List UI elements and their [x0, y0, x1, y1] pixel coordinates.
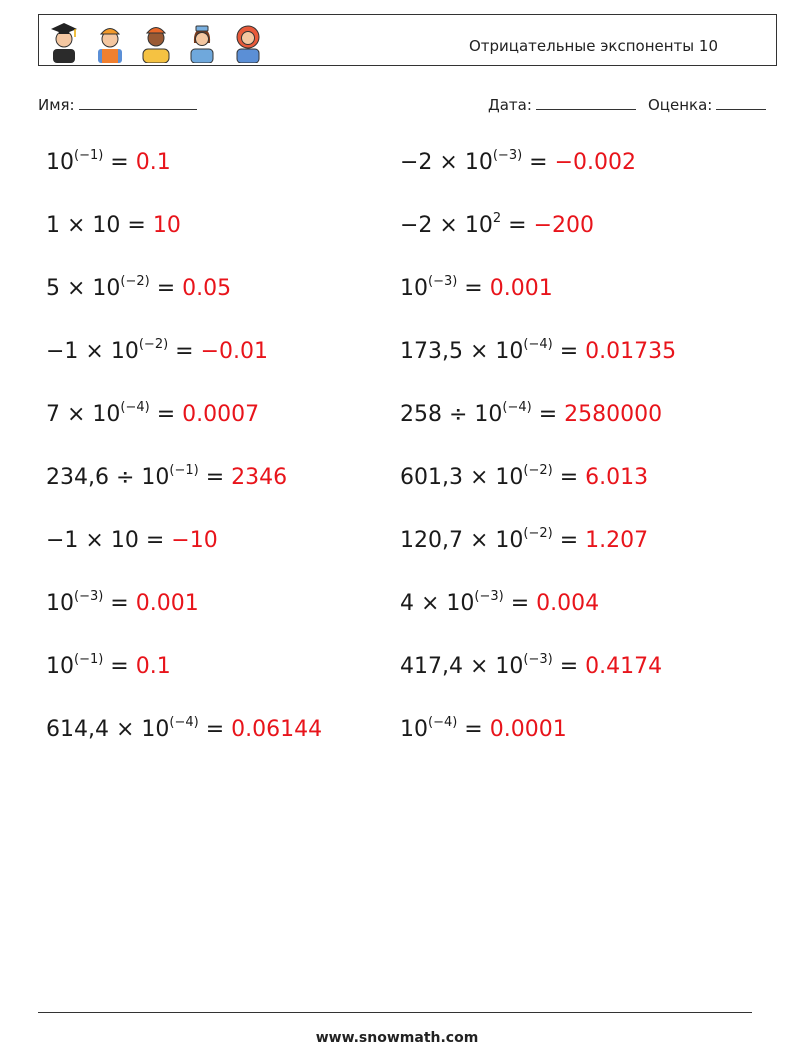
problem-expression: 10 — [46, 591, 74, 616]
problem-answer: 10 — [152, 213, 181, 238]
problem-answer: −0.01 — [200, 339, 269, 364]
problem-exponent: (−2) — [138, 337, 169, 352]
equals-sign: = — [457, 717, 490, 742]
problem-item — [46, 335, 400, 398]
problem-exponent: (−2) — [523, 526, 553, 541]
problem-item — [400, 713, 754, 776]
equals-sign: = — [168, 339, 201, 364]
problem-answer: 2346 — [231, 465, 288, 490]
problem-item — [46, 713, 400, 776]
problem-item — [46, 209, 400, 272]
problem-exponent: (−3) — [428, 274, 458, 289]
problem-expression: 258 ÷ 10 — [400, 402, 503, 427]
graduate-avatar-icon — [47, 19, 81, 63]
equals-sign: = — [552, 339, 586, 364]
problem-expression: 4 × 10 — [400, 591, 475, 616]
footer-site: www.snowmath.com — [315, 1030, 479, 1046]
equals-sign: = — [552, 654, 586, 679]
problem-answer: 2580000 — [564, 402, 663, 427]
problem-row — [46, 272, 766, 335]
problem-row — [46, 335, 766, 398]
problem-expression: 234,6 ÷ 10 — [46, 465, 170, 490]
grade-field — [648, 94, 766, 114]
problem-answer: 0.1 — [135, 654, 171, 679]
grade-blank[interactable] — [716, 94, 766, 110]
footer-divider — [38, 1012, 752, 1013]
date-blank[interactable] — [536, 94, 636, 110]
problem-row — [46, 398, 766, 461]
problem-expression: 601,3 × 10 — [400, 465, 524, 490]
problem-expression: −2 × 10 — [400, 213, 493, 238]
equals-sign: = — [198, 717, 232, 742]
problem-row — [46, 713, 766, 776]
grade-label: Оценка: — [648, 96, 713, 114]
problem-exponent: (−3) — [492, 148, 523, 163]
problem-expression: −2 × 10 — [400, 150, 493, 175]
problem-item — [46, 272, 400, 335]
problem-expression: 1 × 10 — [46, 213, 121, 238]
problem-expression: 614,4 × 10 — [46, 717, 170, 742]
equals-sign: = — [552, 465, 586, 490]
problem-answer: 0.1 — [135, 150, 171, 175]
problem-item — [400, 398, 754, 461]
problem-expression: 10 — [46, 654, 74, 679]
equals-sign: = — [120, 213, 153, 238]
equals-sign: = — [149, 402, 183, 427]
problem-row — [46, 650, 766, 713]
equals-sign: = — [531, 402, 565, 427]
woman-avatar-icon — [231, 19, 265, 63]
problem-answer: −10 — [171, 528, 218, 553]
problem-exponent: (−4) — [523, 337, 553, 352]
construction-worker-avatar-icon — [93, 19, 127, 63]
worksheet-title: Отрицательные экспоненты 10 — [468, 37, 718, 55]
problem-item — [400, 146, 754, 209]
equals-sign: = — [198, 465, 232, 490]
problem-item — [46, 650, 400, 713]
problem-expression: 5 × 10 — [46, 276, 121, 301]
problem-answer: 0.05 — [182, 276, 232, 301]
equals-sign: = — [522, 150, 555, 175]
problem-expression: 10 — [400, 276, 428, 301]
problem-answer: 0.06144 — [231, 717, 323, 742]
problem-item — [400, 335, 754, 398]
avatar-row — [47, 19, 265, 63]
equals-sign: = — [103, 591, 136, 616]
name-label: Имя: — [38, 96, 75, 114]
problem-exponent: (−2) — [120, 274, 150, 289]
problem-answer: −0.002 — [554, 150, 637, 175]
problem-item — [46, 587, 400, 650]
problem-grid — [46, 146, 766, 776]
problem-exponent: (−1) — [74, 148, 104, 163]
equals-sign: = — [103, 654, 136, 679]
problem-answer: 1.207 — [585, 528, 649, 553]
equals-sign: = — [552, 528, 586, 553]
problem-expression: −1 × 10 — [46, 528, 139, 553]
problem-answer: 0.004 — [536, 591, 600, 616]
problem-row — [46, 461, 766, 524]
problem-answer: 0.001 — [135, 591, 199, 616]
problem-exponent: (−3) — [474, 589, 504, 604]
problem-exponent: (−4) — [428, 715, 458, 730]
worker-avatar-icon — [139, 19, 173, 63]
problem-answer: 0.001 — [489, 276, 553, 301]
problem-exponent: (−2) — [523, 463, 553, 478]
problem-item — [400, 461, 754, 524]
equals-sign: = — [149, 276, 183, 301]
problem-exponent: (−3) — [74, 589, 104, 604]
name-field — [38, 94, 197, 114]
equals-sign: = — [501, 213, 534, 238]
problem-answer: 0.0007 — [182, 402, 260, 427]
problem-expression: 120,7 × 10 — [400, 528, 524, 553]
problem-answer: 0.4174 — [585, 654, 663, 679]
problem-item — [400, 650, 754, 713]
problem-exponent: (−1) — [169, 463, 199, 478]
problem-item — [400, 524, 754, 587]
problem-item — [46, 398, 400, 461]
problem-expression: 10 — [400, 717, 428, 742]
problem-expression: −1 × 10 — [46, 339, 139, 364]
problem-exponent: (−3) — [523, 652, 553, 667]
equals-sign: = — [503, 591, 537, 616]
problem-item — [46, 461, 400, 524]
problem-expression: 10 — [46, 150, 74, 175]
problem-answer: 6.013 — [585, 465, 649, 490]
problem-row — [46, 524, 766, 587]
equals-sign: = — [103, 150, 136, 175]
date-field — [488, 94, 636, 114]
problem-expression: 417,4 × 10 — [400, 654, 524, 679]
problem-row — [46, 587, 766, 650]
problem-exponent: (−4) — [169, 715, 199, 730]
problem-answer: 0.0001 — [489, 717, 567, 742]
nurse-avatar-icon — [185, 19, 219, 63]
problem-item — [400, 272, 754, 335]
problem-item — [400, 209, 754, 272]
problem-exponent: (−4) — [120, 400, 150, 415]
problem-item — [46, 146, 400, 209]
problem-expression: 173,5 × 10 — [400, 339, 524, 364]
problem-expression: 7 × 10 — [46, 402, 121, 427]
problem-row — [46, 146, 766, 209]
problem-answer: −200 — [533, 213, 594, 238]
problem-exponent: (−4) — [502, 400, 532, 415]
header-box — [38, 14, 777, 66]
date-label: Дата: — [488, 96, 532, 114]
problem-exponent: 2 — [492, 211, 502, 226]
name-blank[interactable] — [79, 94, 197, 110]
problem-item — [400, 587, 754, 650]
problem-item — [46, 524, 400, 587]
equals-sign: = — [138, 528, 172, 553]
problem-exponent: (−1) — [74, 652, 104, 667]
equals-sign: = — [457, 276, 490, 301]
problem-answer: 0.01735 — [585, 339, 677, 364]
problem-row — [46, 209, 766, 272]
